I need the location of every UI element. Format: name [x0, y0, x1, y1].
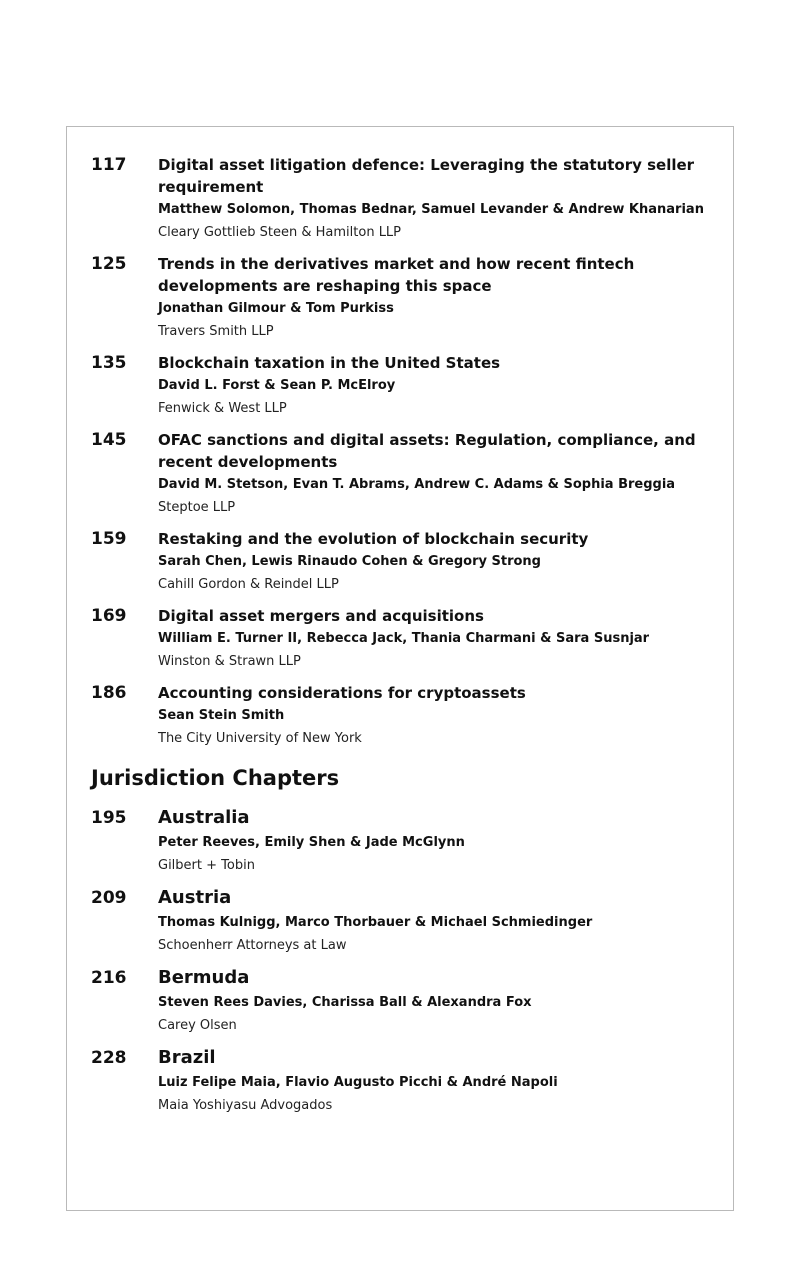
toc-entry[interactable] [91, 253, 706, 340]
chapter-firm: Gilbert + Tobin [158, 858, 255, 873]
page-number: 195 [91, 808, 127, 828]
chapter-title: Blockchain taxation in the United States [158, 354, 501, 372]
chapter-authors: Luiz Felipe Maia, Flavio Augusto Picchi & André Napoli [158, 1075, 558, 1090]
page-number: 169 [91, 606, 127, 626]
toc-entry[interactable] [91, 352, 706, 417]
chapter-title: Accounting considerations for cryptoassets [158, 684, 526, 702]
page-number: 228 [91, 1048, 127, 1068]
page-number: 159 [91, 529, 127, 549]
chapter-firm: Maia Yoshiyasu Advogados [158, 1098, 333, 1113]
chapter-authors: David L. Forst & Sean P. McElroy [158, 378, 396, 393]
general-chapters-list [91, 154, 706, 747]
chapter-authors: Matthew Solomon, Thomas Bednar, Samuel Levander & Andrew Khanarian [158, 202, 704, 217]
chapter-firm: Steptoe LLP [158, 500, 236, 515]
jurisdiction-chapters-list [91, 806, 706, 1114]
page-number: 209 [91, 888, 127, 908]
chapter-firm: Winston & Strawn LLP [158, 654, 301, 669]
chapter-title: Restaking and the evolution of blockchain security [158, 530, 589, 548]
page-number: 145 [91, 430, 127, 450]
jurisdiction-chapters-heading: Jurisdiction Chapters [91, 766, 340, 790]
page-number: 216 [91, 968, 127, 988]
chapter-authors: Sarah Chen, Lewis Rinaudo Cohen & Gregory Strong [158, 554, 541, 569]
toc-entry[interactable] [91, 429, 706, 516]
chapter-authors: Sean Stein Smith [158, 708, 285, 723]
page-number: 135 [91, 353, 127, 373]
page-number: 186 [91, 683, 127, 703]
toc-entry[interactable] [91, 154, 706, 241]
chapter-authors: William E. Turner II, Rebecca Jack, Thania Charmani & Sara Susnjar [158, 631, 650, 646]
chapter-firm: Travers Smith LLP [158, 324, 274, 339]
chapter-firm: Cleary Gottlieb Steen & Hamilton LLP [158, 225, 402, 240]
chapter-authors: Jonathan Gilmour & Tom Purkiss [158, 301, 394, 316]
chapter-authors: David M. Stetson, Evan T. Abrams, Andrew C. Adams & Sophia Breggia [158, 477, 676, 492]
toc-entry[interactable] [91, 605, 706, 670]
chapter-title: OFAC sanctions and digital assets: Regulation, compliance, and recent developments [158, 431, 696, 471]
chapter-authors: Steven Rees Davies, Charissa Ball & Alexandra Fox [158, 995, 532, 1010]
toc-entry[interactable] [91, 1046, 706, 1114]
jurisdiction-title: Brazil [158, 1047, 216, 1068]
table-of-contents [91, 154, 706, 1126]
toc-entry[interactable] [91, 806, 706, 874]
page-number: 117 [91, 155, 127, 175]
toc-entry[interactable] [91, 682, 706, 747]
chapter-authors: Thomas Kulnigg, Marco Thorbauer & Michael Schmiedinger [158, 915, 593, 930]
jurisdiction-title: Austria [158, 887, 232, 908]
chapter-firm: Carey Olsen [158, 1018, 237, 1033]
toc-entry[interactable] [91, 886, 706, 954]
chapter-firm: The City University of New York [158, 731, 362, 746]
chapter-title: Trends in the derivatives market and how recent fintech developments are reshaping this space [158, 255, 635, 295]
toc-entry[interactable] [91, 528, 706, 593]
chapter-firm: Fenwick & West LLP [158, 401, 287, 416]
chapter-authors: Peter Reeves, Emily Shen & Jade McGlynn [158, 835, 465, 850]
jurisdiction-title: Australia [158, 807, 250, 828]
chapter-title: Digital asset mergers and acquisitions [158, 607, 484, 625]
chapter-firm: Schoenherr Attorneys at Law [158, 938, 347, 953]
chapter-firm: Cahill Gordon & Reindel LLP [158, 577, 339, 592]
chapter-title: Digital asset litigation defence: Leveraging the statutory seller requirement [158, 156, 695, 196]
page-number: 125 [91, 254, 127, 274]
toc-entry[interactable] [91, 966, 706, 1034]
jurisdiction-title: Bermuda [158, 967, 250, 988]
